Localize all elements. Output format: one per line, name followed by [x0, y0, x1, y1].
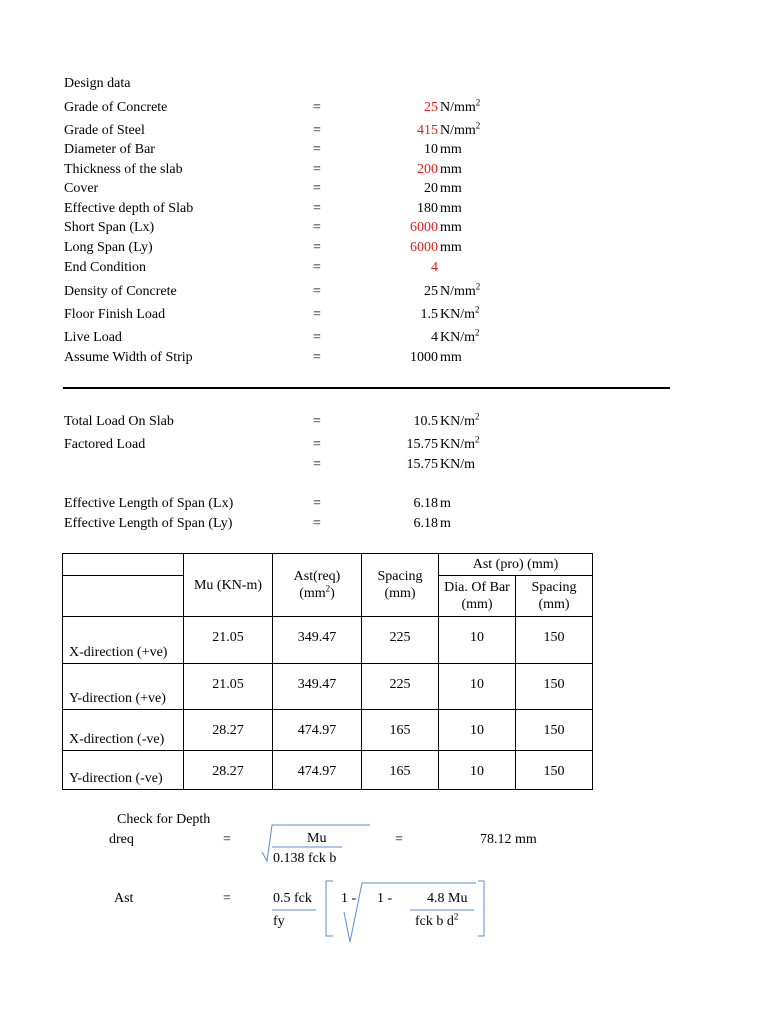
cell-spacing-pro: 150	[516, 617, 593, 664]
design-value: 180	[417, 201, 438, 216]
design-equals: =	[313, 307, 321, 322]
load-value: 6.18	[413, 516, 438, 531]
section-divider	[63, 387, 670, 389]
design-label: Grade of Steel	[64, 123, 145, 138]
design-value: 4	[431, 330, 438, 345]
col-dia: Dia. Of Bar (mm)	[439, 576, 516, 617]
row-label: X-direction (+ve)	[63, 617, 184, 664]
cell-spacing-pro: 150	[516, 751, 593, 790]
col-mu: Mu (KN-m)	[184, 554, 273, 617]
dreq-equals: =	[223, 832, 231, 847]
design-equals: =	[313, 123, 321, 138]
cell-ast: 474.97	[273, 710, 362, 751]
ast-inner-denominator: fck b $d^2$	[415, 911, 459, 929]
table-row	[63, 710, 593, 751]
ast-denominator: fy	[273, 914, 285, 929]
design-label: Long Span (Ly)	[64, 240, 153, 255]
table-row	[63, 617, 593, 664]
design-value: 1.5	[420, 307, 438, 322]
cell-ast: 349.47	[273, 664, 362, 710]
design-value: 6000	[410, 220, 438, 235]
design-equals: =	[313, 330, 321, 345]
ast-equals: =	[223, 891, 231, 906]
design-label: Thickness of the slab	[64, 162, 183, 177]
design-label: Live Load	[64, 330, 122, 345]
dreq-root-sign	[258, 822, 373, 862]
design-heading: Design data	[64, 76, 131, 91]
design-equals: =	[313, 201, 321, 216]
load-unit: m	[440, 516, 451, 531]
dreq-label: dreq	[109, 832, 134, 847]
design-value: 415	[417, 123, 438, 138]
design-equals: =	[313, 162, 321, 177]
design-label: Diameter of Bar	[64, 142, 155, 157]
col-ast-pro: Ast (pro) (mm)	[439, 554, 593, 576]
col-spacing: Spacing (mm)	[362, 554, 439, 617]
table-row	[63, 664, 593, 710]
design-value: 25	[424, 284, 438, 299]
load-value: 6.18	[413, 496, 438, 511]
cell-ast: 349.47	[273, 617, 362, 664]
design-label: Floor Finish Load	[64, 307, 166, 322]
load-equals: =	[313, 457, 321, 472]
design-value: 4	[431, 260, 438, 275]
check-heading: Check for Depth	[117, 812, 211, 827]
load-label: Effective Length of Span (Ly)	[64, 516, 233, 531]
design-unit: $N/mm^2$	[440, 97, 481, 115]
design-unit: $KN/m^2$	[440, 327, 480, 345]
design-value: 10	[424, 142, 438, 157]
design-label: Cover	[64, 181, 99, 196]
load-unit: KN/m	[440, 457, 475, 472]
design-unit: mm	[440, 240, 462, 255]
cell-dia: 10	[439, 751, 516, 790]
load-label: Factored Load	[64, 437, 146, 452]
load-equals: =	[313, 516, 321, 531]
ast-inner-one-minus: 1 -	[377, 891, 393, 906]
design-value: 200	[417, 162, 438, 177]
cell-dia: 10	[439, 617, 516, 664]
load-equals: =	[313, 496, 321, 511]
design-unit: mm	[440, 220, 462, 235]
cell-mu: 28.27	[184, 751, 273, 790]
col-spacing-pro: Spacing (mm)	[516, 576, 593, 617]
design-label: Density of Concrete	[64, 284, 177, 299]
design-value: 20	[424, 181, 438, 196]
ast-label: Ast	[114, 891, 134, 906]
cell-ast: 474.97	[273, 751, 362, 790]
ast-inner-numerator: 4.8 Mu	[427, 891, 468, 906]
design-unit: $KN/m^2$	[440, 304, 480, 322]
row-label: Y-direction (-ve)	[63, 751, 184, 790]
row-label: X-direction (-ve)	[63, 710, 184, 751]
design-label: Short Span (Lx)	[64, 220, 155, 235]
col-ast-req: Ast(req) $(mm^2)$	[273, 554, 362, 617]
cell-spacing-pro: 150	[516, 664, 593, 710]
load-label: Effective Length of Span (Lx)	[64, 496, 234, 511]
cell-spacing: 225	[362, 664, 439, 710]
load-unit: m	[440, 496, 451, 511]
dreq-denominator: 0.138 fck b	[273, 851, 337, 866]
cell-spacing: 165	[362, 751, 439, 790]
load-unit: $KN/m^2$	[440, 411, 480, 429]
design-unit: mm	[440, 181, 462, 196]
load-equals: =	[313, 414, 321, 429]
design-label: Effective depth of Slab	[64, 201, 194, 216]
cell-spacing: 225	[362, 617, 439, 664]
design-label: Assume Width of Strip	[64, 350, 193, 365]
design-equals: =	[313, 284, 321, 299]
design-unit: mm	[440, 201, 462, 216]
cell-mu: 28.27	[184, 710, 273, 751]
design-value: 6000	[410, 240, 438, 255]
design-label: Grade of Concrete	[64, 100, 168, 115]
dreq-result: 78.12 mm	[480, 832, 537, 847]
row-label: Y-direction (+ve)	[63, 664, 184, 710]
design-equals: =	[313, 100, 321, 115]
results-table	[62, 553, 593, 790]
design-equals: =	[313, 142, 321, 157]
load-equals: =	[313, 437, 321, 452]
load-value: 10.5	[413, 414, 438, 429]
cell-spacing: 165	[362, 710, 439, 751]
cell-spacing-pro: 150	[516, 710, 593, 751]
load-value: 15.75	[406, 437, 438, 452]
ast-one-minus: 1 -	[341, 891, 357, 906]
design-equals: =	[313, 350, 321, 365]
load-value: 15.75	[406, 457, 438, 472]
ast-numerator: 0.5 fck	[273, 891, 312, 906]
load-label: Total Load On Slab	[64, 414, 174, 429]
design-value: 25	[424, 100, 438, 115]
cell-dia: 10	[439, 710, 516, 751]
design-equals: =	[313, 220, 321, 235]
load-unit: $KN/m^2$	[440, 434, 480, 452]
design-label: End Condition	[64, 260, 147, 275]
design-equals: =	[313, 260, 321, 275]
design-equals: =	[313, 181, 321, 196]
dreq-equals-2: =	[395, 832, 403, 847]
cell-dia: 10	[439, 664, 516, 710]
design-unit: $N/mm^2$	[440, 281, 481, 299]
ast-formula-lines	[268, 876, 490, 944]
table-row	[63, 751, 593, 790]
design-unit: mm	[440, 142, 462, 157]
cell-mu: 21.05	[184, 664, 273, 710]
design-unit: $N/mm^2$	[440, 120, 481, 138]
design-value: 1000	[410, 350, 438, 365]
design-equals: =	[313, 240, 321, 255]
dreq-numerator: Mu	[307, 831, 327, 846]
design-unit: mm	[440, 350, 462, 365]
cell-mu: 21.05	[184, 617, 273, 664]
design-unit: mm	[440, 162, 462, 177]
